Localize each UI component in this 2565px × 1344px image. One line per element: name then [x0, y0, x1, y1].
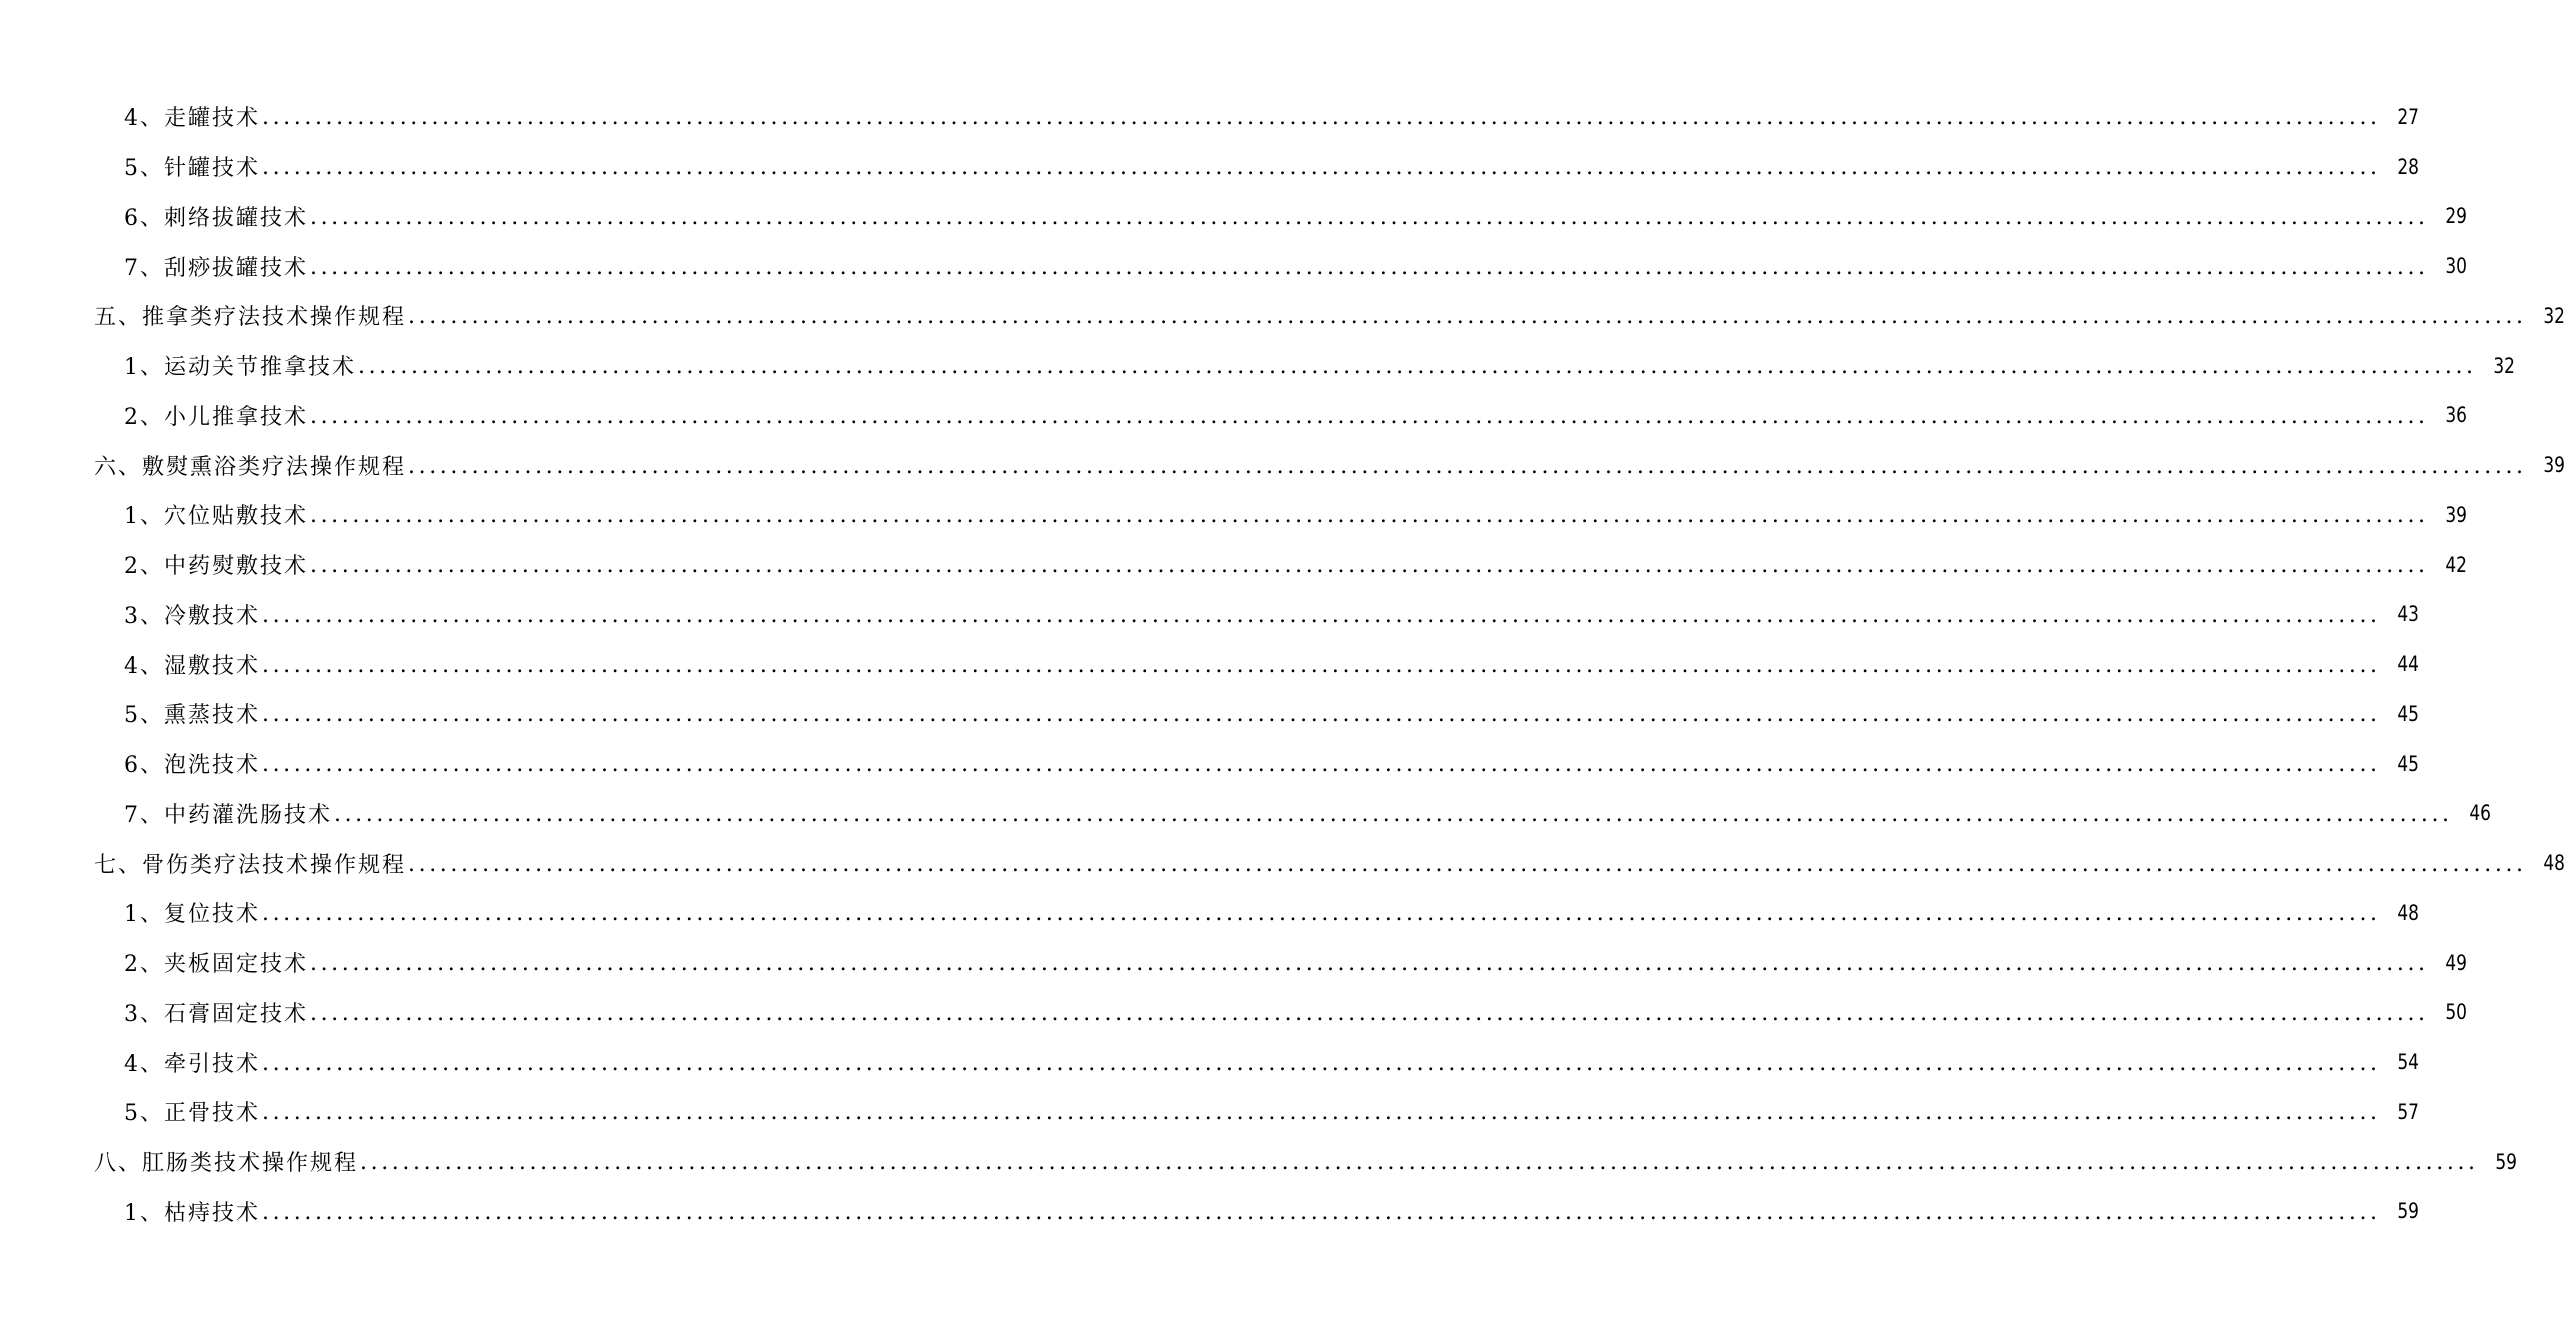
dot-leader: ........................................................................................................................................................................................................ — [408, 453, 2527, 479]
dot-leader: ........................................................................................................................................................................................................ — [310, 951, 2429, 977]
toc-entry[interactable] — [0, 192, 2467, 242]
toc-entry-title: 6、泡洗技术 — [124, 753, 260, 779]
toc-entry-title: 7、中药灌洗肠技术 — [124, 802, 332, 828]
toc-entry-page: 43 — [2396, 602, 2419, 627]
toc-entry-page: 45 — [2396, 751, 2419, 776]
toc-entry-page: 32 — [2492, 353, 2515, 378]
dot-leader: ........................................................................................................................................................................................................ — [262, 1199, 2381, 1225]
dot-leader: ........................................................................................................................................................................................................ — [262, 602, 2381, 628]
toc-entry-title: 7、刮痧拔罐技术 — [124, 255, 308, 281]
toc-entry-title: 6、刺络拔罐技术 — [124, 205, 308, 231]
dot-leader: ........................................................................................................................................................................................................ — [262, 702, 2381, 728]
dot-leader: ........................................................................................................................................................................................................ — [310, 403, 2429, 429]
toc-entry[interactable] — [0, 142, 2419, 192]
toc-entry-page: 45 — [2396, 701, 2419, 726]
toc-entry-page: 46 — [2468, 801, 2491, 826]
toc-entry-page: 42 — [2444, 552, 2467, 577]
dot-leader: ........................................................................................................................................................................................................ — [310, 553, 2429, 579]
toc-entry-page: 50 — [2444, 1000, 2467, 1025]
toc-entry-title: 3、石膏固定技术 — [124, 1001, 308, 1027]
dot-leader: ........................................................................................................................................................................................................ — [334, 801, 2453, 827]
toc-entry-page: 54 — [2396, 1050, 2419, 1075]
toc-entry-page: 59 — [2495, 1149, 2517, 1174]
toc-entry-page: 39 — [2543, 453, 2565, 478]
dot-leader: ........................................................................................................................................................................................................ — [408, 304, 2527, 330]
toc-entry-title: 5、针罐技术 — [124, 156, 260, 182]
dot-leader: ........................................................................................................................................................................................................ — [310, 254, 2429, 280]
toc-entry[interactable] — [0, 639, 2419, 689]
dot-leader: ........................................................................................................................................................................................................ — [360, 1150, 2479, 1176]
dot-leader: ........................................................................................................................................................................................................ — [358, 354, 2477, 380]
table-of-contents — [0, 92, 2565, 1236]
toc-entry-title: 1、枯痔技术 — [124, 1200, 260, 1226]
toc-entry-title: 1、运动关节推拿技术 — [124, 355, 356, 381]
toc-entry[interactable] — [0, 888, 2419, 938]
dot-leader: ........................................................................................................................................................................................................ — [310, 1000, 2429, 1026]
toc-entry-page: 48 — [2396, 900, 2419, 925]
toc-entry[interactable] — [0, 739, 2419, 789]
toc-entry[interactable] — [0, 1187, 2419, 1237]
toc-entry[interactable] — [0, 938, 2467, 988]
toc-entry[interactable] — [0, 490, 2467, 540]
toc-section[interactable] — [0, 838, 2565, 888]
toc-entry[interactable] — [0, 1087, 2419, 1137]
toc-entry-page: 27 — [2396, 104, 2419, 129]
dot-leader: ........................................................................................................................................................................................................ — [408, 851, 2527, 877]
toc-entry-page: 29 — [2444, 204, 2467, 229]
toc-entry-page: 44 — [2396, 652, 2419, 677]
toc-entry-page: 39 — [2444, 502, 2467, 527]
toc-entry-title: 4、牵引技术 — [124, 1051, 260, 1077]
toc-section[interactable] — [0, 291, 2565, 341]
toc-entry[interactable] — [0, 241, 2467, 291]
dot-leader: ........................................................................................................................................................................................................ — [310, 503, 2429, 529]
dot-leader: ........................................................................................................................................................................................................ — [262, 155, 2381, 181]
toc-entry[interactable] — [0, 1037, 2419, 1087]
toc-entry[interactable] — [0, 988, 2467, 1038]
toc-entry-title: 4、走罐技术 — [124, 106, 260, 132]
toc-entry-title: 八、肛肠类技术操作规程 — [94, 1151, 359, 1177]
toc-entry[interactable] — [0, 789, 2491, 839]
toc-entry[interactable] — [0, 341, 2515, 391]
toc-entry-page: 36 — [2444, 403, 2467, 428]
dot-leader: ........................................................................................................................................................................................................ — [262, 652, 2381, 678]
toc-entry-title: 5、正骨技术 — [124, 1101, 260, 1127]
toc-entry-page: 48 — [2543, 851, 2565, 876]
toc-entry[interactable] — [0, 540, 2467, 590]
dot-leader: ........................................................................................................................................................................................................ — [310, 204, 2429, 230]
toc-entry[interactable] — [0, 92, 2419, 142]
toc-entry-title: 2、小儿推拿技术 — [124, 404, 308, 430]
toc-entry[interactable] — [0, 590, 2419, 640]
toc-entry-title: 4、湿敷技术 — [124, 653, 260, 679]
toc-entry-page: 30 — [2444, 254, 2467, 279]
toc-entry-page: 49 — [2444, 950, 2467, 975]
toc-entry-page: 28 — [2396, 154, 2419, 179]
toc-entry-title: 2、夹板固定技术 — [124, 952, 308, 978]
toc-entry-title: 1、复位技术 — [124, 902, 260, 928]
toc-entry-page: 57 — [2396, 1099, 2419, 1124]
toc-entry-title: 3、冷敷技术 — [124, 603, 260, 629]
toc-entry-title: 2、中药熨敷技术 — [124, 554, 308, 580]
toc-entry[interactable] — [0, 391, 2467, 441]
toc-entry-title: 五、推拿类疗法技术操作规程 — [94, 305, 407, 331]
dot-leader: ........................................................................................................................................................................................................ — [262, 1100, 2381, 1126]
toc-entry-title: 七、骨伤类疗法技术操作规程 — [94, 852, 407, 878]
toc-entry-title: 六、敷熨熏浴类疗法操作规程 — [94, 454, 407, 480]
toc-entry-page: 59 — [2396, 1199, 2419, 1224]
dot-leader: ........................................................................................................................................................................................................ — [262, 901, 2381, 927]
toc-entry[interactable] — [0, 689, 2419, 739]
toc-entry-title: 5、熏蒸技术 — [124, 703, 260, 729]
toc-entry-title: 1、穴位贴敷技术 — [124, 504, 308, 530]
toc-section[interactable] — [0, 440, 2565, 490]
dot-leader: ........................................................................................................................................................................................................ — [262, 105, 2381, 131]
dot-leader: ........................................................................................................................................................................................................ — [262, 1050, 2381, 1076]
toc-section[interactable] — [0, 1137, 2517, 1187]
dot-leader: ........................................................................................................................................................................................................ — [262, 752, 2381, 778]
toc-entry-page: 32 — [2543, 303, 2565, 328]
